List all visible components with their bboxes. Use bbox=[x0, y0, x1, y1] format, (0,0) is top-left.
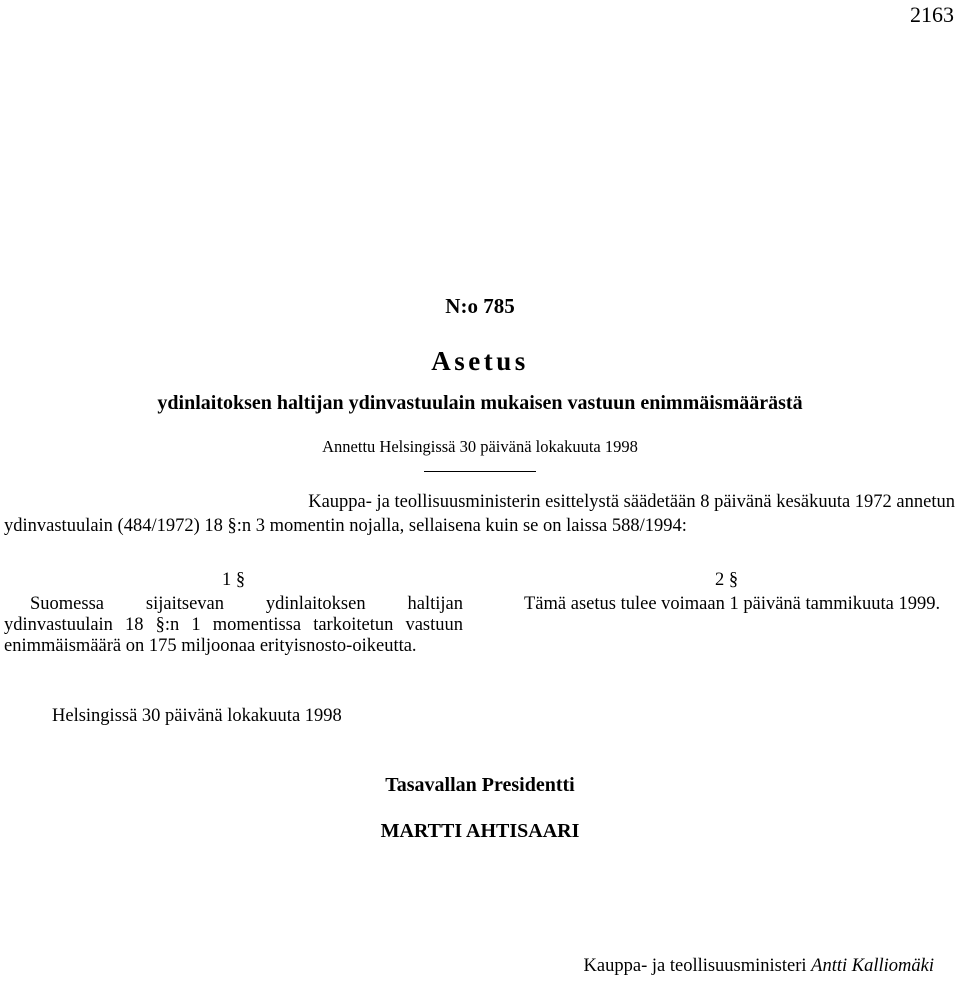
section-1-text bbox=[4, 594, 463, 657]
preamble-line-1: Kauppa- ja teollisuusministerin esittelystä säädetään 8 päivänä kesäkuuta 1972 annetun bbox=[308, 492, 955, 512]
document-title: ydinlaitoksen haltijan ydinvastuulain mukaisen vastuun enimmäismäärästä bbox=[157, 392, 803, 414]
page-number: 2163 bbox=[910, 2, 954, 27]
section-2-text bbox=[498, 594, 955, 615]
statute-number: N:o 785 bbox=[445, 294, 515, 318]
preamble bbox=[4, 490, 955, 538]
section-2-paragraph: Tämä asetus tulee voimaan 1 päivänä tammikuuta 1999. bbox=[524, 594, 941, 614]
minister-signature bbox=[584, 956, 934, 977]
minister-title: Kauppa- ja teollisuusministeri bbox=[583, 956, 807, 976]
section-1-paragraph: Suomessa sijaitsevan ydinlaitoksen haltijan ydinvastuulain 18 §:n 1 momentissa tarkoitetun vastuun enimmäismäärä on 175 miljoonaa erityisnosto-oikeutta. bbox=[4, 594, 463, 656]
president-name: MARTTI AHTISAARI bbox=[380, 820, 580, 842]
place-and-date: Helsingissä 30 päivänä lokakuuta 1998 bbox=[52, 706, 342, 726]
section-1-heading: 1 § bbox=[221, 570, 246, 590]
preamble-line-2: ydinvastuulain (484/1972) 18 §:n 3 momentin nojalla, sellaisena kuin se on laissa 588/1994: bbox=[4, 516, 687, 536]
minister-name: Antti Kalliomäki bbox=[811, 956, 934, 976]
document-type-heading: Asetus bbox=[431, 346, 529, 376]
president-title: Tasavallan Presidentti bbox=[385, 774, 575, 796]
section-2-heading: 2 § bbox=[714, 570, 739, 590]
title-divider bbox=[424, 471, 536, 472]
given-date-line: Annettu Helsingissä 30 päivänä lokakuuta 1998 bbox=[322, 437, 638, 456]
